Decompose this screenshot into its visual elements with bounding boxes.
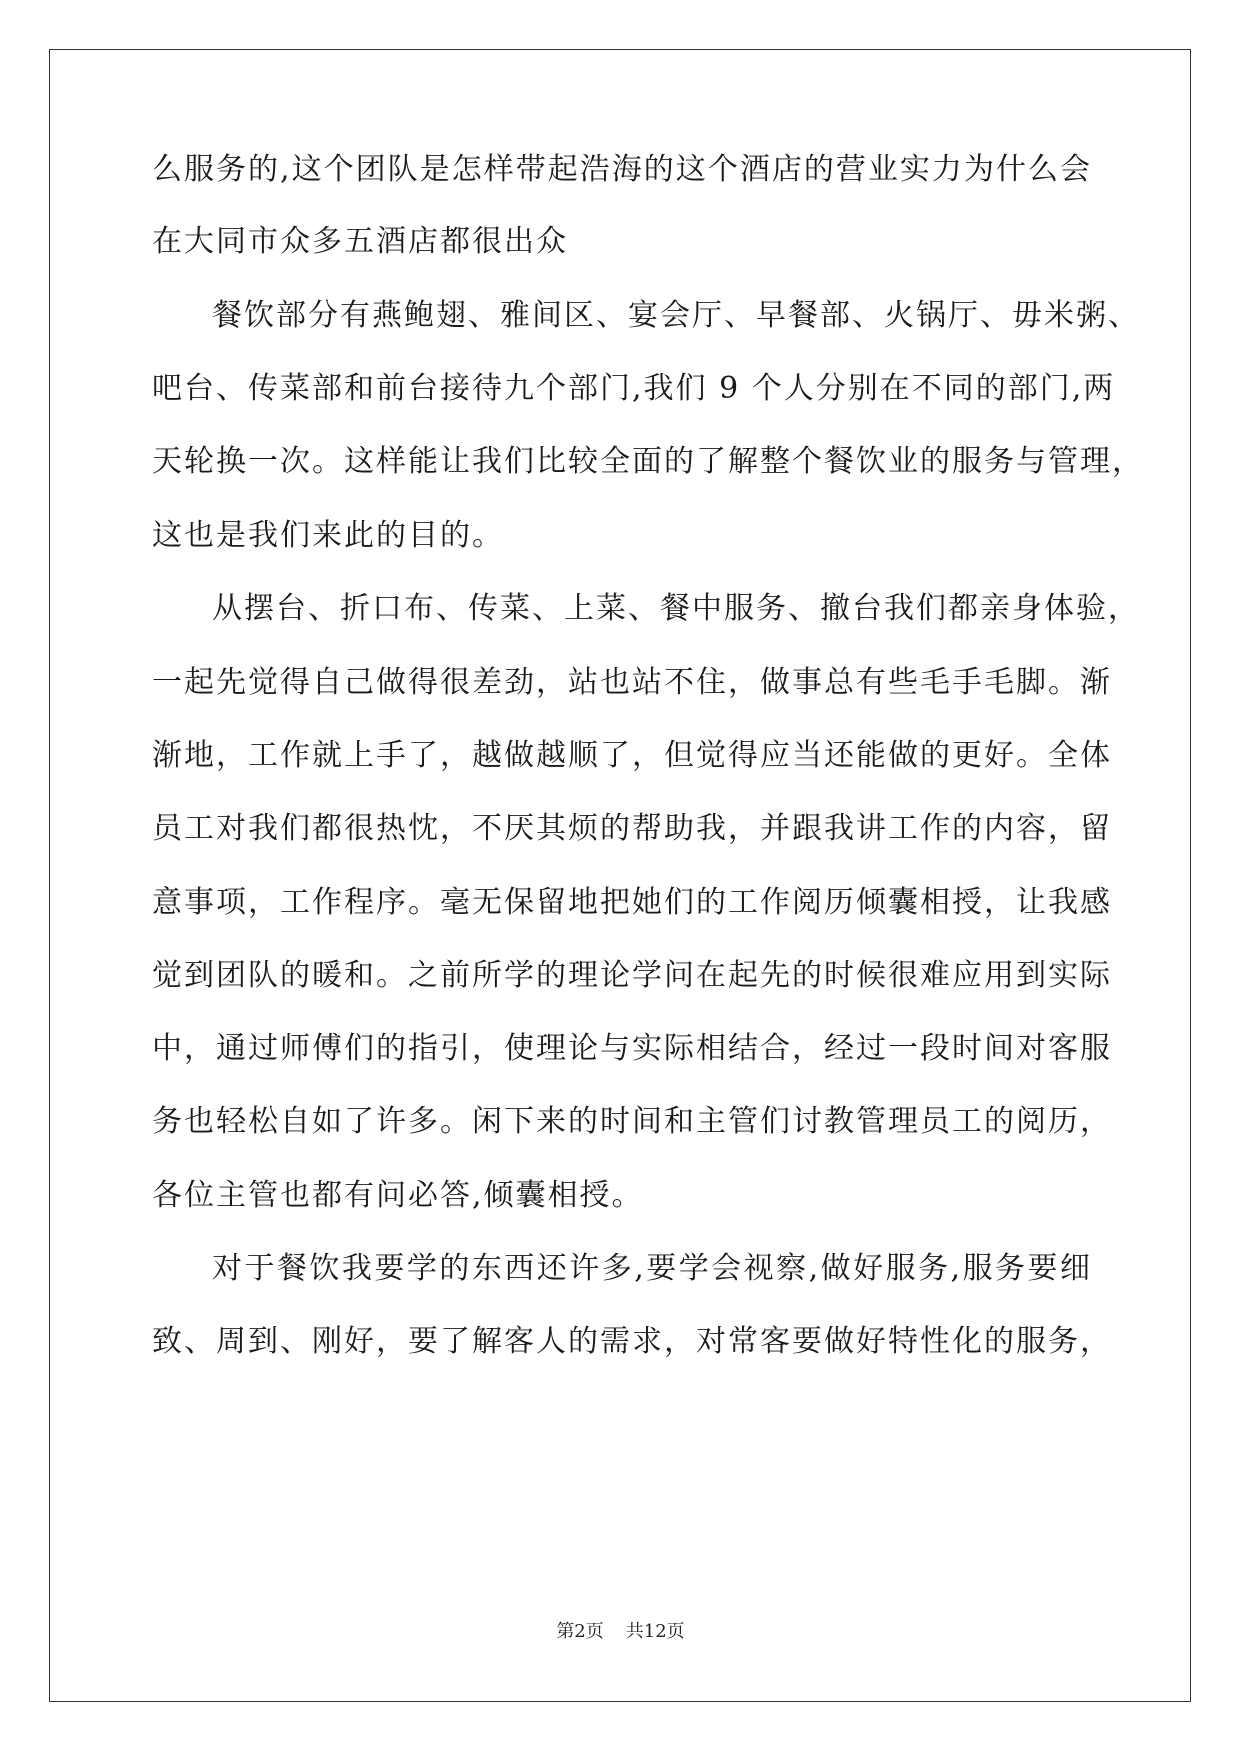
paragraph-start-line: 对于餐饮我要学的东西还许多,要学会视察,做好服务,服务要细 — [212, 1251, 1092, 1286]
text-line: 员工对我们都很热忱，不厌其烦的帮助我，并跟我讲工作的内容，留 — [152, 811, 1112, 846]
paragraph-start-line: 从摆台、折口布、传菜、上菜、餐中服务、撤台我们都亲身体验， — [212, 591, 1140, 626]
text-line: 这也是我们来此的目的。 — [152, 518, 504, 553]
text-line: 觉到团队的暖和。之前所学的理论学问在起先的时候很难应用到实际 — [152, 958, 1112, 993]
page-total: 共12页 — [625, 1621, 685, 1642]
text-line: 么服务的,这个团队是怎样带起浩海的这个酒店的营业实力为什么会 — [152, 152, 1092, 187]
text-line: 各位主管也都有问必答,倾囊相授。 — [152, 1178, 644, 1213]
page-number: 第2页 — [556, 1621, 604, 1642]
text-line: 一起先觉得自己做得很差劲，站也站不住，做事总有些毛手毛脚。渐 — [152, 665, 1112, 700]
text-line: 天轮换一次。这样能让我们比较全面的了解整个餐饮业的服务与管理， — [152, 444, 1144, 479]
text-line: 中，通过师傅们的指引，使理论与实际相结合，经过一段时间对客服 — [152, 1031, 1112, 1066]
text-line: 渐地，工作就上手了，越做越顺了，但觉得应当还能做的更好。全体 — [152, 738, 1112, 773]
paragraph-start-line: 餐饮部分有燕鲍翅、雅间区、宴会厅、早餐部、火锅厅、毋米粥、 — [212, 298, 1140, 333]
text-line: 在大同市众多五酒店都很出众 — [152, 224, 568, 259]
text-line: 意事项，工作程序。毫无保留地把她们的工作阅历倾囊相授，让我感 — [152, 885, 1112, 920]
text-line: 致、周到、刚好，要了解客人的需求，对常客要做好特性化的服务， — [152, 1324, 1112, 1359]
page-footer — [0, 1620, 1241, 1644]
text-line: 吧台、传菜部和前台接待九个部门,我们 9 个人分别在不同的部门,两 — [152, 371, 1116, 406]
text-line: 务也轻松自如了许多。闲下来的时间和主管们讨教管理员工的阅历， — [152, 1104, 1112, 1139]
